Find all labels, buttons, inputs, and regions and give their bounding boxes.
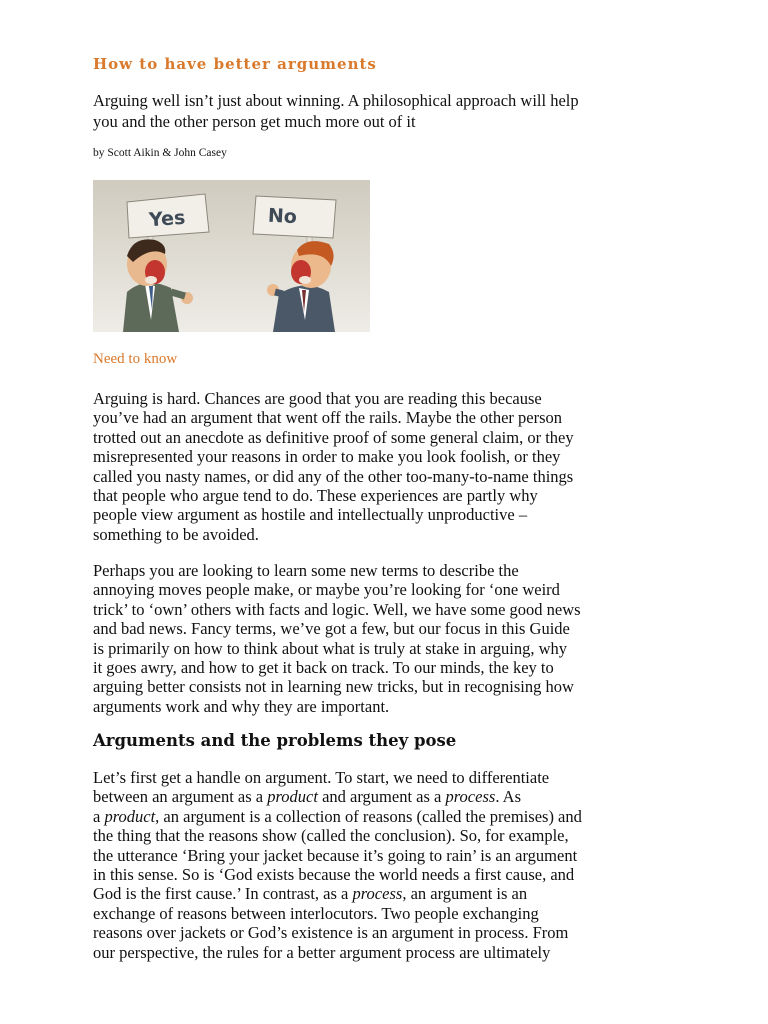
paragraph-line: is primarily on how to think about what is truly at stake in arguing, why [93,638,568,658]
article-standfirst [93,90,693,132]
paragraph-3 [93,768,693,962]
emphasis-product: product [267,787,318,807]
paragraph-line: something to be avoided. [93,524,259,544]
emphasis-process: process [352,884,403,904]
paragraph-line [93,807,693,826]
text-run: , an argument is a collection of reasons (called the premises) and [155,806,582,826]
paragraph-line: arguing better consists not in learning new tricks, but in recognising how [93,677,574,697]
paragraph-line: our perspective, the rules for a better argument process are ultimately [93,942,551,962]
article-kicker: How to have better arguments [93,55,377,73]
paragraph-line: it goes awry, and how to get it back on track. To our minds, the key to [93,658,554,678]
paragraph-line: in this sense. So is ‘God exists because the world needs a first cause, and [93,865,575,885]
emphasis-product: product [104,806,156,826]
text-run: . As [495,787,521,807]
paragraph-line: arguments work and why they are important. [93,696,390,716]
paragraph-line: Perhaps you are looking to learn some new terms to describe the [93,561,519,580]
standfirst-line: Arguing well isn’t just about winning. A philosophical approach will help [93,91,579,110]
text-run: God is the first cause.’ In contrast, as a [93,884,353,904]
section-heading: Arguments and the problems they pose [93,731,457,750]
paragraph-line: the thing that the reasons show (called the conclusion). So, for example, [93,826,569,846]
paragraph-line [93,787,693,806]
paragraph-line: misrepresented your reasons in order to make you look foolish, or they [93,447,561,467]
paragraph-line: exchange of reasons between interlocutors. Two people exchanging [93,903,539,923]
text-run: , an argument is an [402,884,528,904]
paragraph-2 [93,561,693,716]
standfirst-line: you and the other person get much more out of it [93,112,416,131]
paragraph-line [93,884,693,903]
paragraph-line: Let’s first get a handle on argument. To start, we need to differentiate [93,768,550,787]
paragraph-1 [93,389,693,544]
paragraph-line: that people who argue tend to do. These experiences are partly why [93,486,538,506]
text-run: and argument as a [317,787,446,807]
text-run: a [93,806,105,826]
paragraph-line: trotted out an anecdote as definitive proof of some general claim, or they [93,427,574,447]
no-sign-text: No [267,204,298,229]
paragraph-line: Arguing is hard. Chances are good that you are reading this because [93,389,542,408]
paragraph-line: you’ve had an argument that went off the rails. Maybe the other person [93,408,563,428]
text-run: between an argument as a [93,787,268,807]
paragraph-line: people view argument as hostile and intellectually unproductive – [93,505,528,525]
paragraph-line: annoying moves people make, or maybe you’re looking for ‘one weird [93,580,560,600]
paragraph-line: reasons over jackets or God’s existence is an argument in process. From [93,923,569,943]
argument-illustration [93,180,370,332]
paragraph-line: called you nasty names, or did any of the other too-many-to-name things [93,466,574,486]
emphasis-process: process [445,787,496,807]
paragraph-line: trick’ to ‘own’ others with facts and logic. Well, we have some good news [93,599,581,619]
article-byline: by Scott Aikin & John Casey [93,147,227,159]
paragraph-line: the utterance ‘Bring your jacket because it’s going to rain’ is an argument [93,845,578,865]
yes-sign-text: Yes [148,206,187,232]
paragraph-line: and bad news. Fancy terms, we’ve got a few, but our focus in this Guide [93,619,570,639]
section-subhead: Need to know [93,351,178,367]
